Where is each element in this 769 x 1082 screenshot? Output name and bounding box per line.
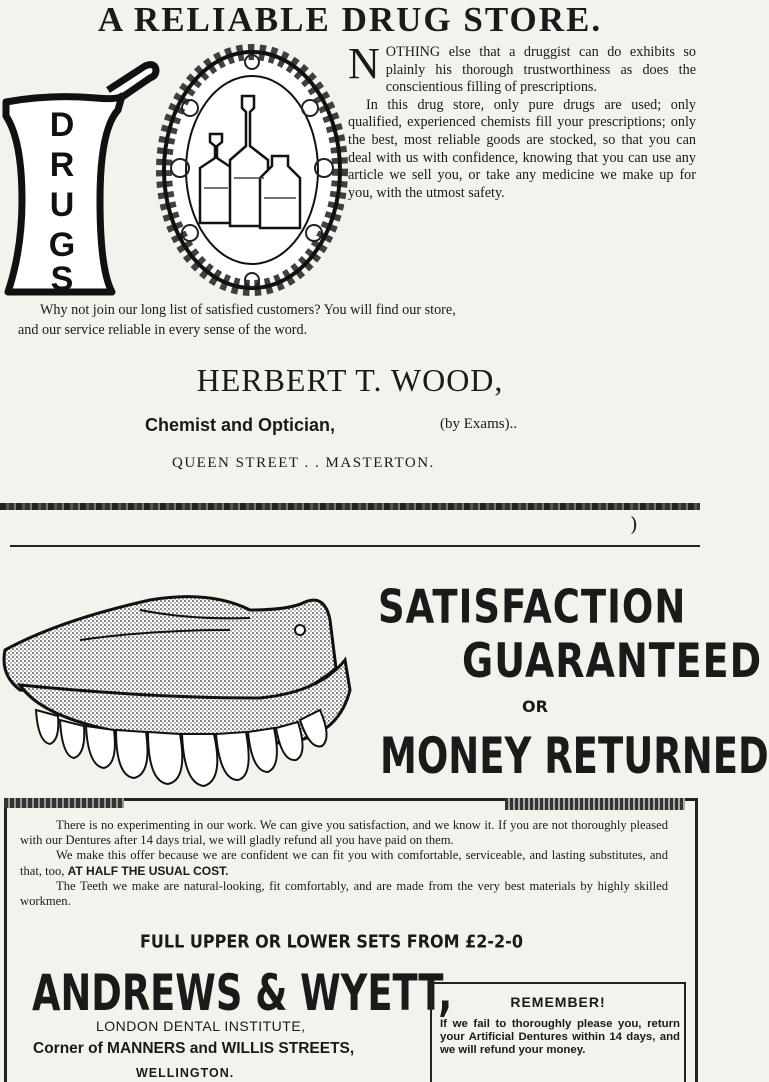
proprietor-name: HERBERT T. WOOD, <box>196 362 504 398</box>
body-paragraph <box>20 848 668 878</box>
remember-box <box>430 982 686 1082</box>
qualification-note: (by Exams).. <box>440 416 518 432</box>
invitation-line: and our service reliable in every sense of the word. <box>18 322 308 338</box>
price-line: FULL UPPER OR LOWER SETS FROM £2-2-0 <box>140 931 523 952</box>
jar-letter: U <box>49 186 75 224</box>
frame-texture <box>505 798 685 810</box>
invitation-line: Why not join our long list of satisfied customers? You will find our store, <box>40 302 456 318</box>
jar-letter: G <box>48 226 76 264</box>
firm-city: WELLINGTON. <box>136 1066 235 1080</box>
section-rule <box>10 545 700 547</box>
headline-satisfaction: SATISFACTION <box>378 580 687 634</box>
frame-texture <box>4 798 124 808</box>
remember-title: REMEMBER! <box>510 994 606 1010</box>
section-divider <box>0 503 700 510</box>
jar-letter: S <box>50 260 74 298</box>
drug-store-advertisement <box>0 0 700 505</box>
firm-address: Corner of MANNERS and WILLIS STREETS, <box>33 1040 355 1057</box>
headline-money-returned: MONEY RETURNED <box>380 727 769 786</box>
intro-text <box>348 39 696 202</box>
body-paragraph: The Teeth we make are natural-looking, fit comfortably, and are made from the very best materials by highly skilled workmen. <box>20 878 668 909</box>
half-cost-emphasis: AT HALF THE USUAL COST. <box>67 863 229 878</box>
store-address: QUEEN STREET . . MASTERTON. <box>172 455 435 471</box>
drug-store-headline: A RELIABLE DRUG STORE. <box>97 0 603 39</box>
body-paragraph: There is no experimenting in our work. We can give you satisfaction, and we know it. If you are not thoroughly pleased with our Dentures after 14 days trial, we will gladly refund all you have paid on them. <box>20 818 668 848</box>
drop-cap: N <box>348 39 380 88</box>
jar-letter: D <box>49 106 75 144</box>
institute-name: LONDON DENTAL INSTITUTE, <box>96 1018 306 1034</box>
headline-guaranteed: GUARANTEED <box>462 633 763 688</box>
intro-paragraph: OTHING else that a druggist can do exhibits so plainly his thorough trustworthiness as does the conscientious filling of prescriptions. <box>385 44 696 96</box>
denture-illustration-icon <box>0 580 360 795</box>
offer-text <box>20 818 668 909</box>
remember-text: If we fail to thoroughly please you, return your Artificial Dentures within 14 days, and we will refund your money. <box>440 1018 680 1056</box>
body-paragraph: In this drug store, only pure drugs are used; only qualified, experienced chemists fill your prescriptions; only the best, most reliable goods are stocked, so that you can deal with us with confidence, knowing that you can use any article we sell you, or take any medicine we make up for you, with the utmost safety. <box>348 96 696 201</box>
proprietor-role: Chemist and Optician, <box>145 415 336 435</box>
headline-or: OR <box>522 697 548 716</box>
jar-letter: R <box>49 146 75 184</box>
body-text: We make this offer because we are confident we can fit you with comfortable, serviceable, and lasting substitutes, and that, too, <box>20 848 668 878</box>
print-mark: ) <box>630 512 638 536</box>
firm-name: ANDREWS & WYETT, <box>32 965 453 1023</box>
invitation-text <box>18 300 698 340</box>
medicine-bottles-medallion-icon <box>160 48 345 293</box>
mortar-and-pestle-icon <box>0 60 160 300</box>
